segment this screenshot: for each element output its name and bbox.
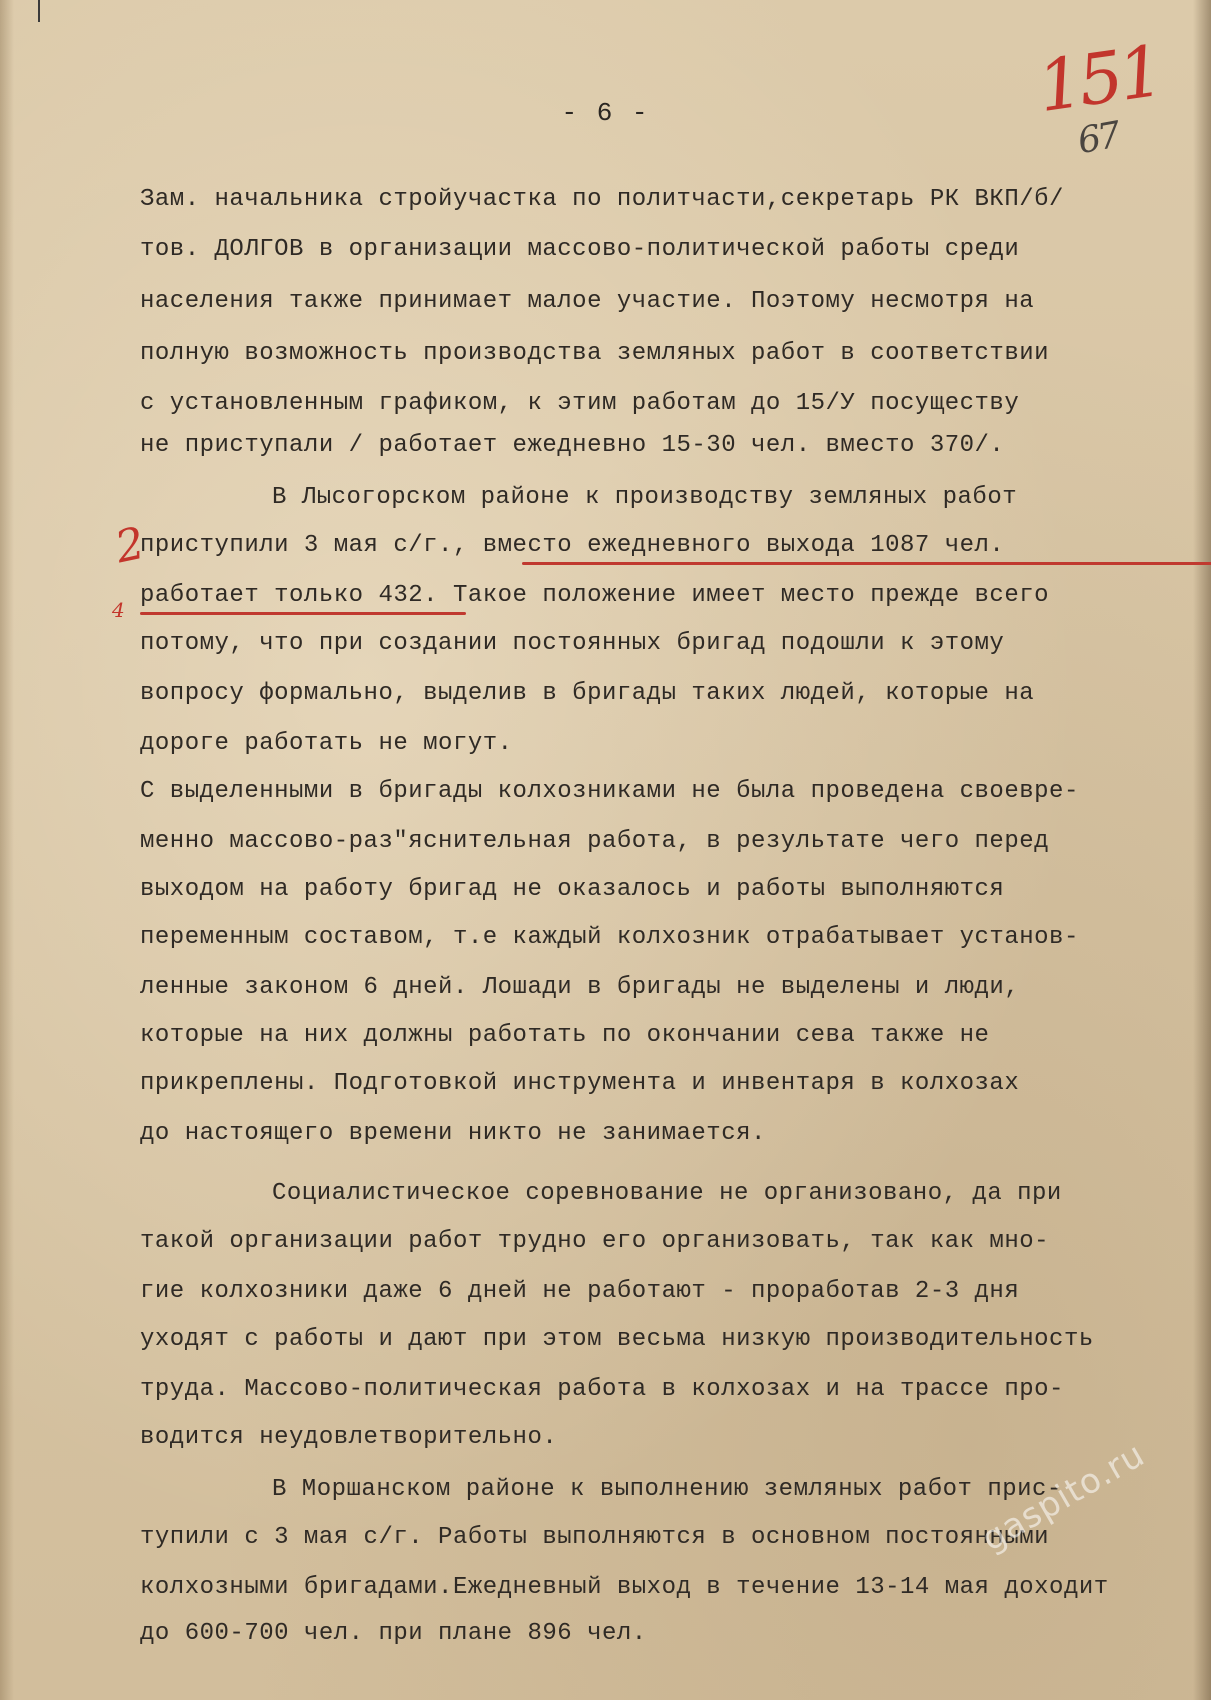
text-line: ленные законом 6 дней. Лошади в бригады не выделены и люди, bbox=[140, 974, 1020, 1001]
page-edge-left bbox=[0, 0, 14, 1700]
text-line: менно массово-раз"яснительная работа, в результате чего перед bbox=[140, 828, 1050, 855]
text-line: Зам. начальника стройучастка по политчасти,секретарь РК ВКП/б/ bbox=[140, 186, 1064, 213]
text-line: гие колхозники даже 6 дней не работают - проработав 2-3 дня bbox=[140, 1278, 1020, 1305]
text-line: тупили с 3 мая с/г. Работы выполняются в основном постоянными bbox=[140, 1524, 1050, 1551]
text-line: приступили 3 мая с/г., вместо ежедневного выхода 1087 чел. bbox=[140, 532, 1005, 559]
text-line: водится неудовлетворительно. bbox=[140, 1424, 558, 1451]
text-line: В Лысогорском районе к производству земляных работ bbox=[272, 484, 1018, 511]
text-line: до настоящего времени никто не занимается. bbox=[140, 1120, 766, 1147]
text-line: труда. Массово-политическая работа в колхозах и на трассе про- bbox=[140, 1376, 1064, 1403]
text-line: прикреплены. Подготовкой инструмента и инвентаря в колхозах bbox=[140, 1070, 1020, 1097]
red-underline bbox=[522, 562, 1211, 565]
text-line: работает только 432. Такое положение имеет место прежде всего bbox=[140, 582, 1050, 609]
text-line: потому, что при создании постоянных бригад подошли к этому bbox=[140, 630, 1005, 657]
text-line: вопросу формально, выделив в бригады таких людей, которые на bbox=[140, 680, 1035, 707]
text-line: полную возможность производства земляных работ в соответствии bbox=[140, 340, 1050, 367]
text-line: до 600-700 чел. при плане 896 чел. bbox=[140, 1620, 647, 1647]
page-edge-right bbox=[1193, 0, 1211, 1700]
text-line: С выделенными в бригады колхозниками не была проведена своевре- bbox=[140, 778, 1079, 805]
watermark: gaspito.ru bbox=[975, 1434, 1152, 1560]
text-line: В Моршанском районе к выполнению земляных работ прис- bbox=[272, 1476, 1062, 1503]
archive-number-red: 151 bbox=[1032, 29, 1165, 129]
text-line: Социалистическое соревнование не организовано, да при bbox=[272, 1180, 1062, 1207]
text-line: колхозными бригадами.Ежедневный выход в течение 13-14 мая доходит bbox=[140, 1574, 1109, 1601]
text-line: переменным составом, т.е каждый колхозник отрабатывает установ- bbox=[140, 924, 1079, 951]
text-line: с установленным графиком, к этим работам до 15/У посуществу bbox=[140, 390, 1020, 417]
text-line: выходом на работу бригад не оказалось и работы выполняются bbox=[140, 876, 1005, 903]
margin-tick bbox=[38, 0, 40, 22]
text-line: тов. ДОЛГОВ в организации массово-политической работы среди bbox=[140, 236, 1020, 263]
text-line: населения также принимает малое участие. Поэтому несмотря на bbox=[140, 288, 1035, 315]
margin-mark-red: 2 bbox=[111, 517, 149, 574]
text-line: уходят с работы и дают при этом весьма низкую производительность bbox=[140, 1326, 1094, 1353]
page-number: - 6 - bbox=[561, 98, 650, 128]
margin-mark-small: 4 bbox=[112, 598, 125, 622]
text-line: дороге работать не могут. bbox=[140, 730, 513, 757]
text-line: такой организации работ трудно его организовать, так как мно- bbox=[140, 1228, 1050, 1255]
red-underline bbox=[140, 612, 466, 615]
archive-number-pencil: 67 bbox=[1074, 114, 1122, 163]
text-line: которые на них должны работать по окончании сева также не bbox=[140, 1022, 990, 1049]
text-line: не приступали / работает ежедневно 15-30 чел. вместо 370/. bbox=[140, 432, 1005, 459]
